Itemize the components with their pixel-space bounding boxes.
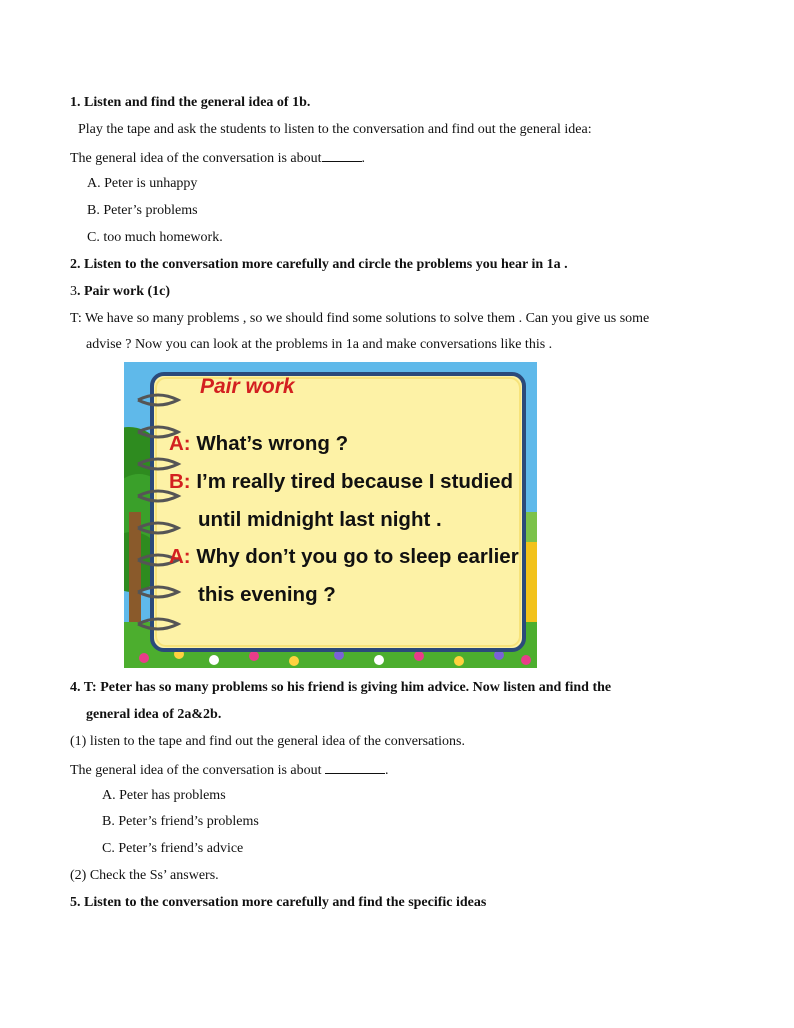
slide-line-3 <box>198 508 442 532</box>
section-1-question: The general idea of the conversation is about . <box>70 148 365 168</box>
section-1-heading: 1. Listen and find the general idea of 1b. <box>70 95 311 110</box>
slide-title: Pair work <box>200 375 295 398</box>
section-4-heading-line-2: general idea of 2a&2b. <box>86 707 222 722</box>
section-4-heading-line-1: 4. T: Peter has so many problems so his friend is giving him advice. Now listen and find the <box>70 680 612 695</box>
option-c: C. too much homework. <box>87 230 223 245</box>
slide-line-1 <box>169 432 348 456</box>
question-text: The general idea of the conversation is about <box>70 763 322 778</box>
slide-line-4 <box>169 545 519 569</box>
speaker-b: B: <box>169 470 191 493</box>
line-text: Why don’t you go to sleep earlier <box>190 545 519 568</box>
section-4-question: The general idea of the conversation is about . <box>70 760 389 780</box>
option-b: B. Peter’s problems <box>87 203 198 218</box>
section-3-number: 3 <box>70 284 77 299</box>
slide-line-5 <box>198 583 336 607</box>
speaker-a: A: <box>169 432 191 455</box>
section-3-heading <box>70 283 170 301</box>
line-text: What’s wrong ? <box>190 432 349 455</box>
speaker-a: A: <box>169 545 191 568</box>
answer-blank <box>322 148 362 162</box>
section-4-sub-2: (2) Check the Ss’ answers. <box>70 868 219 883</box>
question-text: The general idea of the conversation is about <box>70 151 322 166</box>
section-5-heading: 5. Listen to the conversation more carefully and find the specific ideas <box>70 895 487 910</box>
section-4-sub-1: (1) listen to the tape and find out the general idea of the conversations. <box>70 734 465 749</box>
section-3-title: . Pair work (1c) <box>77 284 171 299</box>
section-2-heading: 2. Listen to the conversation more carefully and circle the problems you hear in 1a . <box>70 257 568 272</box>
option-a: A. Peter is unhappy <box>87 176 198 191</box>
section-3-line-1: T: We have so many problems , so we should find some solutions to solve them . Can you give us some <box>70 311 650 326</box>
line-text: this evening ? <box>198 583 336 606</box>
section-3-line-2: advise ? Now you can look at the problems in 1a and make conversations like this . <box>86 337 553 352</box>
option-c: C. Peter’s friend’s advice <box>102 841 244 856</box>
pair-work-slide <box>124 362 537 668</box>
option-b: B. Peter’s friend’s problems <box>102 814 259 829</box>
line-text: I’m really tired because I studied <box>190 470 514 493</box>
section-1-instruction: Play the tape and ask the students to listen to the conversation and find out the general idea: <box>78 122 592 137</box>
line-text: until midnight last night . <box>198 508 442 531</box>
option-a: A. Peter has problems <box>102 788 226 803</box>
slide-line-2 <box>169 470 513 494</box>
answer-blank <box>325 760 385 774</box>
